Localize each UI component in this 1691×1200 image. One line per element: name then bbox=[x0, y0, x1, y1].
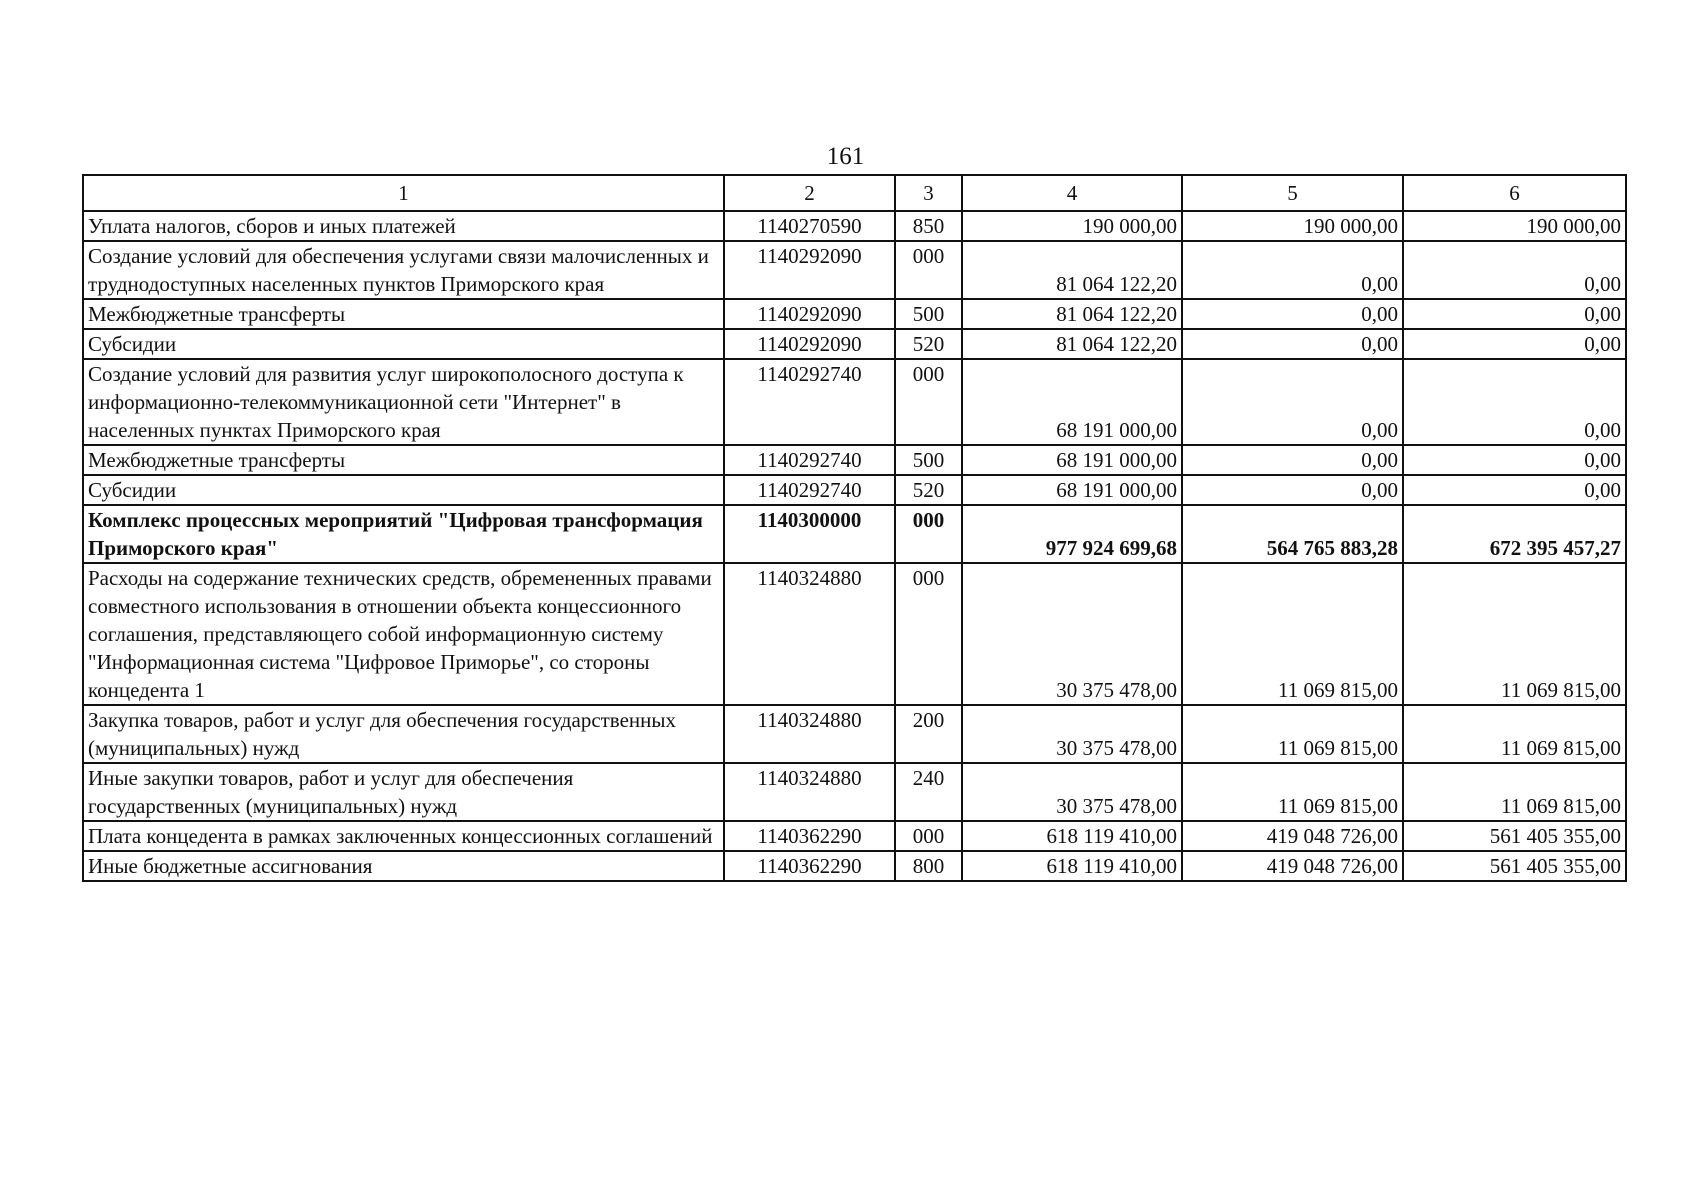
row-amount-col4-cell: 81 064 122,20 bbox=[962, 299, 1182, 329]
row-amount-col4-cell: 81 064 122,20 bbox=[962, 329, 1182, 359]
row-amount-col4-cell: 68 191 000,00 bbox=[962, 475, 1182, 505]
row-name-cell: Создание условий для обеспечения услугами связи малочисленных и труднодоступных населенных пунктов Приморского края bbox=[83, 241, 724, 299]
row-amount-col5-cell: 0,00 bbox=[1182, 475, 1403, 505]
row-amount-col4-cell: 190 000,00 bbox=[962, 211, 1182, 241]
header-cell-3: 3 bbox=[895, 175, 962, 211]
row-name-cell: Иные бюджетные ассигнования bbox=[83, 851, 724, 881]
row-type-cell: 000 bbox=[895, 505, 962, 563]
table-row bbox=[83, 241, 1626, 299]
row-name-cell: Создание условий для развития услуг широкополосного доступа к информационно-телекоммуникационной сети "Интернет" в населенных пунктах Приморского края bbox=[83, 359, 724, 445]
row-code-cell: 1140324880 bbox=[724, 563, 895, 705]
header-cell-2: 2 bbox=[724, 175, 895, 211]
row-name-cell: Субсидии bbox=[83, 475, 724, 505]
row-amount-col4-cell: 68 191 000,00 bbox=[962, 445, 1182, 475]
row-amount-col5-cell: 419 048 726,00 bbox=[1182, 851, 1403, 881]
row-name-cell: Комплекс процессных мероприятий "Цифровая трансформация Приморского края" bbox=[83, 505, 724, 563]
header-cell-4: 4 bbox=[962, 175, 1182, 211]
row-amount-col5-cell: 0,00 bbox=[1182, 299, 1403, 329]
table-row bbox=[83, 763, 1626, 821]
row-amount-col4-cell: 30 375 478,00 bbox=[962, 563, 1182, 705]
page-number: 161 bbox=[826, 143, 865, 170]
row-amount-col6-cell: 0,00 bbox=[1403, 329, 1626, 359]
column-number-header bbox=[83, 175, 1626, 211]
row-amount-col6-cell: 672 395 457,27 bbox=[1403, 505, 1626, 563]
row-amount-col6-cell: 0,00 bbox=[1403, 359, 1626, 445]
row-amount-col5-cell: 419 048 726,00 bbox=[1182, 821, 1403, 851]
header-cell-6: 6 bbox=[1403, 175, 1626, 211]
row-code-cell: 1140300000 bbox=[724, 505, 895, 563]
row-type-cell: 520 bbox=[895, 475, 962, 505]
row-amount-col4-cell: 618 119 410,00 bbox=[962, 821, 1182, 851]
row-code-cell: 1140270590 bbox=[724, 211, 895, 241]
row-amount-col6-cell: 0,00 bbox=[1403, 299, 1626, 329]
row-name-cell: Субсидии bbox=[83, 329, 724, 359]
row-code-cell: 1140324880 bbox=[724, 705, 895, 763]
row-amount-col5-cell: 11 069 815,00 bbox=[1182, 563, 1403, 705]
row-type-cell: 500 bbox=[895, 299, 962, 329]
row-amount-col5-cell: 0,00 bbox=[1182, 329, 1403, 359]
row-code-cell: 1140362290 bbox=[724, 851, 895, 881]
row-code-cell: 1140292090 bbox=[724, 329, 895, 359]
row-amount-col4-cell: 81 064 122,20 bbox=[962, 241, 1182, 299]
row-code-cell: 1140292740 bbox=[724, 475, 895, 505]
row-name-cell: Уплата налогов, сборов и иных платежей bbox=[83, 211, 724, 241]
row-name-cell: Иные закупки товаров, работ и услуг для обеспечения государственных (муниципальных) нужд bbox=[83, 763, 724, 821]
row-type-cell: 240 bbox=[895, 763, 962, 821]
row-amount-col5-cell: 11 069 815,00 bbox=[1182, 705, 1403, 763]
table-row bbox=[83, 329, 1626, 359]
row-name-cell: Межбюджетные трансферты bbox=[83, 299, 724, 329]
row-amount-col6-cell: 11 069 815,00 bbox=[1403, 763, 1626, 821]
header-cell-5: 5 bbox=[1182, 175, 1403, 211]
row-amount-col4-cell: 977 924 699,68 bbox=[962, 505, 1182, 563]
row-type-cell: 800 bbox=[895, 851, 962, 881]
row-code-cell: 1140292740 bbox=[724, 445, 895, 475]
row-amount-col6-cell: 0,00 bbox=[1403, 475, 1626, 505]
row-name-cell: Плата концедента в рамках заключенных концессионных соглашений bbox=[83, 821, 724, 851]
row-amount-col5-cell: 564 765 883,28 bbox=[1182, 505, 1403, 563]
table-row bbox=[83, 475, 1626, 505]
row-name-cell: Межбюджетные трансферты bbox=[83, 445, 724, 475]
row-amount-col5-cell: 190 000,00 bbox=[1182, 211, 1403, 241]
row-code-cell: 1140362290 bbox=[724, 821, 895, 851]
row-type-cell: 000 bbox=[895, 359, 962, 445]
row-amount-col5-cell: 0,00 bbox=[1182, 445, 1403, 475]
budget-table-body bbox=[83, 175, 1626, 881]
budget-table bbox=[82, 174, 1627, 882]
row-type-cell: 200 bbox=[895, 705, 962, 763]
row-amount-col5-cell: 0,00 bbox=[1182, 359, 1403, 445]
row-amount-col4-cell: 30 375 478,00 bbox=[962, 705, 1182, 763]
header-cell-1: 1 bbox=[83, 175, 724, 211]
row-amount-col6-cell: 0,00 bbox=[1403, 445, 1626, 475]
row-code-cell: 1140292740 bbox=[724, 359, 895, 445]
table-row bbox=[83, 851, 1626, 881]
row-type-cell: 500 bbox=[895, 445, 962, 475]
row-amount-col6-cell: 190 000,00 bbox=[1403, 211, 1626, 241]
row-amount-col5-cell: 0,00 bbox=[1182, 241, 1403, 299]
row-code-cell: 1140324880 bbox=[724, 763, 895, 821]
row-amount-col4-cell: 30 375 478,00 bbox=[962, 763, 1182, 821]
row-type-cell: 000 bbox=[895, 241, 962, 299]
row-amount-col6-cell: 11 069 815,00 bbox=[1403, 705, 1626, 763]
row-amount-col5-cell: 11 069 815,00 bbox=[1182, 763, 1403, 821]
table-row bbox=[83, 505, 1626, 563]
row-code-cell: 1140292090 bbox=[724, 241, 895, 299]
row-amount-col6-cell: 11 069 815,00 bbox=[1403, 563, 1626, 705]
row-name-cell: Закупка товаров, работ и услуг для обеспечения государственных (муниципальных) нужд bbox=[83, 705, 724, 763]
table-row bbox=[83, 821, 1626, 851]
row-code-cell: 1140292090 bbox=[724, 299, 895, 329]
table-row bbox=[83, 445, 1626, 475]
table-row bbox=[83, 705, 1626, 763]
row-type-cell: 850 bbox=[895, 211, 962, 241]
table-row bbox=[83, 359, 1626, 445]
row-amount-col4-cell: 618 119 410,00 bbox=[962, 851, 1182, 881]
row-amount-col4-cell: 68 191 000,00 bbox=[962, 359, 1182, 445]
row-amount-col6-cell: 561 405 355,00 bbox=[1403, 821, 1626, 851]
row-type-cell: 000 bbox=[895, 563, 962, 705]
table-row bbox=[83, 299, 1626, 329]
row-amount-col6-cell: 0,00 bbox=[1403, 241, 1626, 299]
row-name-cell: Расходы на содержание технических средств, обремененных правами совместного использования в отношении объекта концессионного соглашения, представляющего собой информационную систему "Информационная система "Цифровое Приморье", со стороны концедента 1 bbox=[83, 563, 724, 705]
table-row bbox=[83, 563, 1626, 705]
row-type-cell: 000 bbox=[895, 821, 962, 851]
row-amount-col6-cell: 561 405 355,00 bbox=[1403, 851, 1626, 881]
table-row bbox=[83, 211, 1626, 241]
row-type-cell: 520 bbox=[895, 329, 962, 359]
